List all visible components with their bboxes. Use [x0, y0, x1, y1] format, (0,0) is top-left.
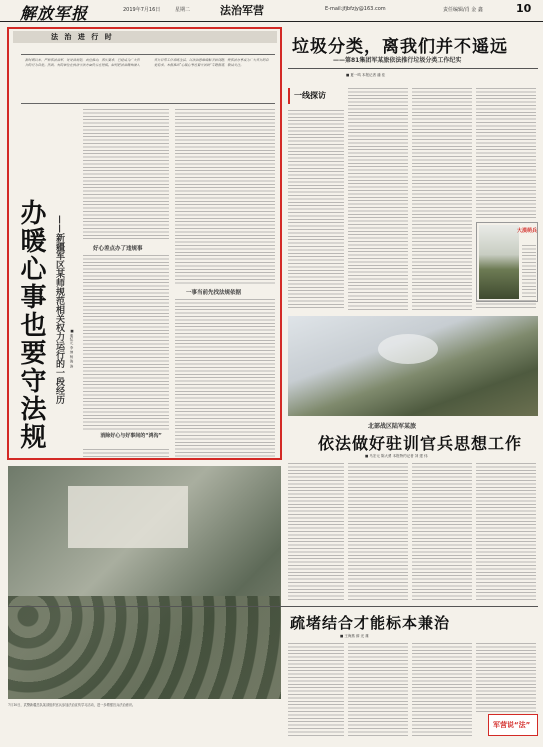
- cartoon-text: [522, 245, 536, 299]
- mr-col-2: [348, 463, 408, 601]
- newspaper-logo: 解放军报: [20, 4, 89, 23]
- training-photo: [8, 466, 281, 699]
- middle-kicker: 北部战区陆军某旅: [368, 423, 417, 430]
- mr-col-4: [476, 463, 536, 601]
- rt-col-4: [476, 88, 536, 218]
- body-col-2b: [175, 299, 275, 457]
- btm-col-2: [348, 643, 408, 737]
- right-top-subtitle: ——第81集团军某旅依法推行垃圾分类工作纪实: [333, 57, 462, 64]
- subhead-3: 消除好心与好事间的“鸿沟”: [100, 433, 162, 439]
- rule-line: [288, 68, 538, 69]
- mr-col-1: [288, 463, 344, 601]
- section-name: 法治军营: [220, 4, 264, 17]
- photo-people: [8, 596, 281, 699]
- middle-title: 依法做好驻训官兵思想工作: [318, 434, 523, 453]
- body-col-1c: [83, 449, 169, 457]
- lead-article-byline: ■ 秦纪元 李 坤 杨 海 涛: [70, 329, 74, 368]
- middle-byline: ■ 马宏元 陈大勇 本报特约记者 刘 建 伟: [365, 454, 428, 458]
- body-col-2a: [175, 109, 275, 285]
- photo-caption: 7月10日，武警新疆总队某部组织官兵参加法治宣传学习活动，进一步增强官兵法治意识。: [8, 703, 136, 707]
- intro-box: [21, 54, 275, 104]
- bottom-title: 疏堵结合才能标本兼治: [290, 614, 451, 632]
- rt-col-1: [288, 110, 344, 310]
- cartoon-image: [479, 225, 519, 299]
- bottom-byline: ■ 王海燕 薛 光 雄: [340, 634, 369, 638]
- right-top-byline: ■ 夏一鸣 本报记者 潘 佳: [346, 73, 386, 77]
- sidebar-label: 一线探访: [294, 91, 326, 100]
- body-col-1b: [83, 255, 169, 431]
- column-band-label: 法 治 进 行 时: [51, 33, 114, 41]
- highlighted-article: [7, 27, 282, 460]
- lead-article-subtitle: ——新疆军区某师规范相关权力运行的一段经历: [54, 215, 64, 404]
- bottom-badge-label: 军营说“法”: [493, 721, 531, 729]
- cartoon-label: 大漠萌兵: [517, 228, 538, 234]
- lead-article-title: 办暖心事也要守法规: [16, 199, 46, 451]
- right-top-title: 垃圾分类，离我们并不遥远: [292, 37, 508, 57]
- page-number: 10: [516, 2, 532, 15]
- column-band: [13, 31, 277, 43]
- btm-col-3: [412, 643, 472, 737]
- sidebar-box: [288, 88, 334, 104]
- artillery-photo: [288, 316, 538, 416]
- bottom-badge: [488, 714, 538, 736]
- issue-weekday: 星期二: [175, 7, 191, 13]
- editor-name: 责任编辑/肖 金 鑫: [443, 7, 483, 13]
- section-email: E-mail:jfjbfzjy@163.com: [325, 6, 386, 12]
- body-col-1a: [83, 109, 169, 241]
- intro-text: 新时期以来，严格依法治军，处处讲规矩，高位推动，落实要求，已经成为广大官兵的行为自觉。然而，有的单位在执法守法方面仍存在短板。如何把法治精神融入官兵日常工作训练生活，以法治思维破解矛盾问题，使依法办事成为广大官兵的自觉追求。本报推出“心暖心事也要守法规”专题报道，敬请关注。: [25, 58, 269, 67]
- rt-col-2: [348, 88, 408, 310]
- photo-smoke: [378, 334, 438, 364]
- issue-date: 2019年7月16日: [123, 7, 161, 13]
- cartoon-panel: [476, 222, 538, 302]
- subhead-1: 好心差点办了违规事: [93, 246, 143, 252]
- rt-col-3: [412, 88, 472, 310]
- rule-line-bottom: [8, 606, 538, 607]
- btm-col-1: [288, 643, 344, 737]
- btm-col-4: [476, 643, 536, 713]
- subhead-2: 一事当前先找法规依据: [186, 290, 242, 296]
- photo-screen: [68, 486, 188, 548]
- mr-col-3: [412, 463, 472, 601]
- masthead: [0, 0, 543, 22]
